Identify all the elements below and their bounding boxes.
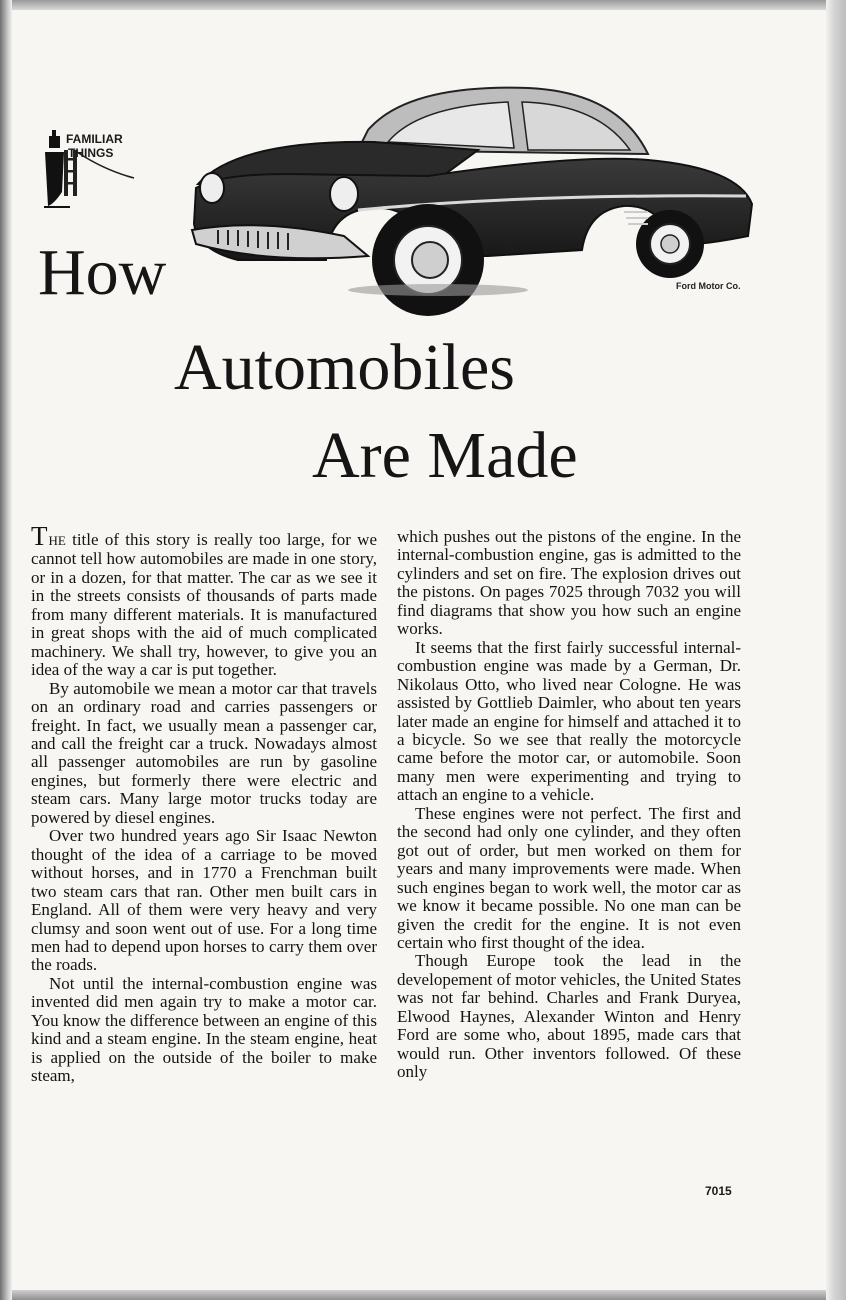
paragraph-5: which pushes out the pistons of the engine. In the internal-combustion engine, gas is admitted to the cylinders and set on fire. The explosion drives out the pistons. On pages 7025 through 7032 you will find diagrams that show you how such an engine works.	[397, 527, 741, 639]
text-column-left	[31, 521, 377, 1086]
paragraph-7: These engines were not perfect. The first and the second had only one cylinder, and they often got out of order, but men worked on them for years and many improvements were made. When such engines began to work well, the motor car as we know it became possible. No one man can be given the credit for the engine. It is not even certain who first thought of the idea.	[397, 803, 741, 952]
logo-line-1: FAMILIAR	[66, 132, 123, 146]
car-illustration	[178, 84, 756, 332]
paragraph-2: By automobile we mean a motor car that travels on an ordinary road and carries passengers or freight. In fact, we usually mean a passenger car, and call the freight car a truck. Nowadays almost all passenger automobiles are run by gasoline engines, but formerly there were electric and steam cars. Many large motor trucks today are powered by diesel engines.	[31, 678, 377, 827]
small-caps: HE	[48, 533, 66, 548]
title-line-are-made: Are Made	[312, 419, 578, 492]
familiar-things-logo	[44, 122, 154, 208]
book-gutter	[0, 0, 12, 1300]
page-edge-right	[826, 0, 846, 1300]
title-line-how: How	[38, 236, 167, 309]
paragraph-1	[31, 521, 377, 680]
scan-edge-bottom	[0, 1290, 846, 1300]
paragraph-3: Over two hundred years ago Sir Isaac Newton thought of the idea of a carriage to be moved without horses, and in 1770 a Frenchman built two steam cars that ran. Other men built cars in England. All of them were very heavy and very clumsy and soon went out of use. For a long time men had to depend upon horses to carry them over the roads.	[31, 826, 377, 975]
text-column-right	[397, 528, 741, 1082]
drop-cap: T	[31, 521, 48, 551]
page-number: 7015	[705, 1184, 732, 1198]
paragraph-8: Though Europe took the lead in the developement of motor vehicles, the United States was not far behind. Charles and Frank Duryea, Elwood Haynes, Alexander Winton and Henry Ford are some who, about 1895, made cars that would run. Other inventors followed. Of these only	[397, 951, 741, 1082]
scan-edge-top	[0, 0, 846, 10]
paragraph-4: Not until the internal-combustion engine was invented did men again try to make a motor car. You know the difference between an engine of this kind and a steam engine. In the steam engine, heat is applied on the outside of the boiler to make steam,	[31, 973, 377, 1086]
paragraph-6: It seems that the first fairly successful internal-combustion engine was made by a German, Dr. Nikolaus Otto, who lived near Cologne. He was assisted by Gottlieb Daimler, who about ten years later made an engine for himself and attached it to a bicycle. So we see that really the motorcycle came before the motor car, or automobile. Soon many men were experimenting and trying to attach an engine to a vehicle.	[397, 637, 741, 805]
image-credit: Ford Motor Co.	[676, 281, 741, 291]
title-line-automobiles: Automobiles	[174, 331, 515, 404]
logo-line-2: THINGS	[68, 146, 114, 160]
logo-text	[66, 132, 123, 160]
paragraph-1-text: title of this story is really too large, for we cannot tell how automobiles are made in one story, or in a dozen, for that matter. The car as we see it in the streets consists of thousands of parts made from many different materials. It is manufactured in great shops with the aid of much complicated machinery. We shall try, however, to give you an idea of the way a car is put together.	[31, 530, 377, 680]
